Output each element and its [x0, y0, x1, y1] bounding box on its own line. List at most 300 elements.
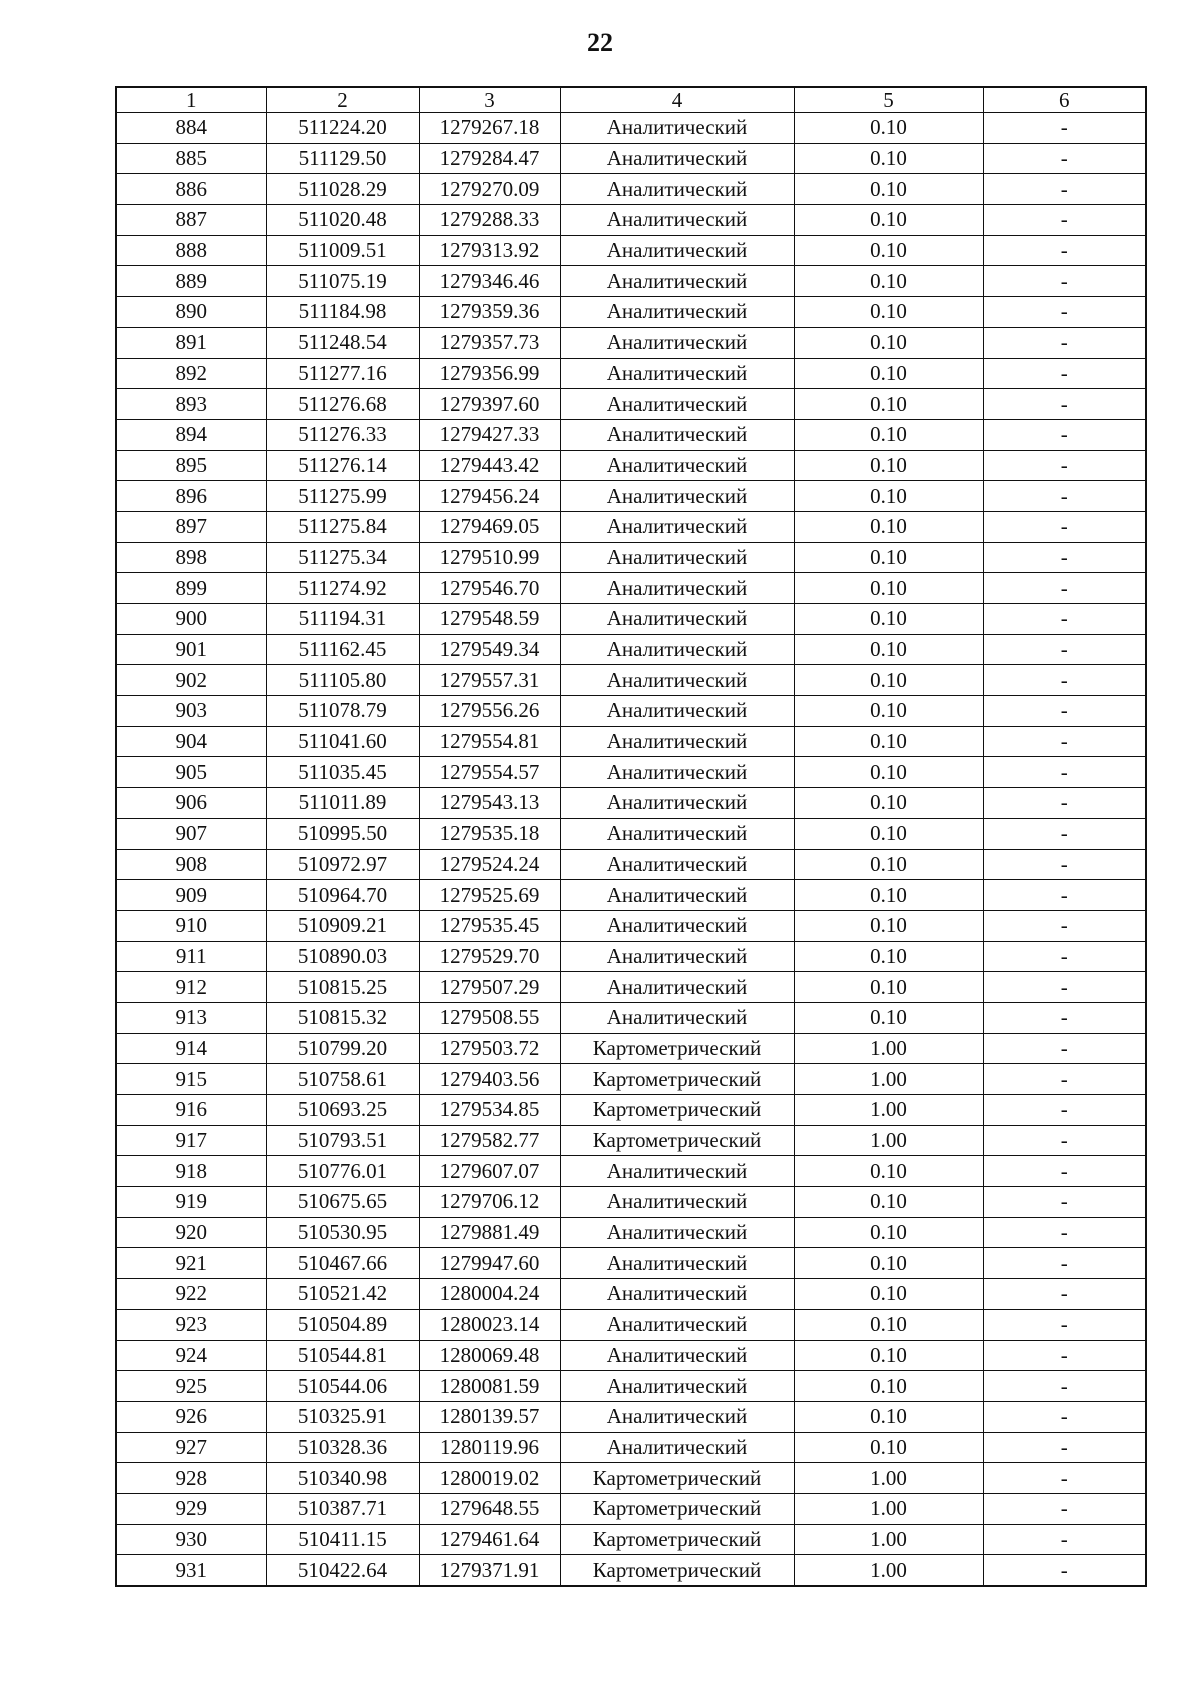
- table-row: [116, 1493, 1146, 1524]
- method-cell: Картометрический: [560, 1463, 794, 1494]
- point-number-cell: 914: [116, 1033, 266, 1064]
- point-number-cell: 902: [116, 665, 266, 696]
- note-cell: -: [983, 235, 1146, 266]
- y-coordinate-cell: 1279525.69: [419, 880, 560, 911]
- method-cell: Аналитический: [560, 634, 794, 665]
- accuracy-cell: 1.00: [794, 1125, 983, 1156]
- note-cell: -: [983, 358, 1146, 389]
- accuracy-cell: 0.10: [794, 542, 983, 573]
- method-cell: Аналитический: [560, 327, 794, 358]
- accuracy-cell: 0.10: [794, 972, 983, 1003]
- table-row: [116, 757, 1146, 788]
- method-cell: Аналитический: [560, 1340, 794, 1371]
- note-cell: -: [983, 941, 1146, 972]
- note-cell: -: [983, 573, 1146, 604]
- y-coordinate-cell: 1279947.60: [419, 1248, 560, 1279]
- y-coordinate-cell: 1280019.02: [419, 1463, 560, 1494]
- point-number-cell: 913: [116, 1002, 266, 1033]
- accuracy-cell: 0.10: [794, 419, 983, 450]
- note-cell: -: [983, 604, 1146, 635]
- point-number-cell: 908: [116, 849, 266, 880]
- method-cell: Аналитический: [560, 1401, 794, 1432]
- note-cell: -: [983, 327, 1146, 358]
- note-cell: -: [983, 174, 1146, 205]
- method-cell: Аналитический: [560, 1187, 794, 1218]
- point-number-cell: 899: [116, 573, 266, 604]
- method-cell: Аналитический: [560, 174, 794, 205]
- x-coordinate-cell: 511276.14: [266, 450, 419, 481]
- method-cell: Аналитический: [560, 604, 794, 635]
- accuracy-cell: 0.10: [794, 1002, 983, 1033]
- y-coordinate-cell: 1279397.60: [419, 389, 560, 420]
- note-cell: -: [983, 1371, 1146, 1402]
- x-coordinate-cell: 511105.80: [266, 665, 419, 696]
- method-cell: Аналитический: [560, 358, 794, 389]
- point-number-cell: 887: [116, 205, 266, 236]
- y-coordinate-cell: 1279534.85: [419, 1095, 560, 1126]
- table-row: [116, 1340, 1146, 1371]
- method-cell: Аналитический: [560, 419, 794, 450]
- accuracy-cell: 0.10: [794, 205, 983, 236]
- y-coordinate-cell: 1279648.55: [419, 1493, 560, 1524]
- y-coordinate-cell: 1280023.14: [419, 1309, 560, 1340]
- note-cell: -: [983, 542, 1146, 573]
- table-row: [116, 634, 1146, 665]
- table-row: [116, 1187, 1146, 1218]
- method-cell: Картометрический: [560, 1555, 794, 1586]
- x-coordinate-cell: 511194.31: [266, 604, 419, 635]
- point-number-cell: 927: [116, 1432, 266, 1463]
- accuracy-cell: 0.10: [794, 1248, 983, 1279]
- table-row: [116, 604, 1146, 635]
- accuracy-cell: 0.10: [794, 818, 983, 849]
- method-cell: Картометрический: [560, 1033, 794, 1064]
- note-cell: -: [983, 696, 1146, 727]
- method-cell: Аналитический: [560, 266, 794, 297]
- x-coordinate-cell: 510675.65: [266, 1187, 419, 1218]
- y-coordinate-cell: 1280069.48: [419, 1340, 560, 1371]
- x-coordinate-cell: 510799.20: [266, 1033, 419, 1064]
- table-row: [116, 1555, 1146, 1586]
- table-row: [116, 1524, 1146, 1555]
- method-cell: Картометрический: [560, 1095, 794, 1126]
- x-coordinate-cell: 511129.50: [266, 143, 419, 174]
- y-coordinate-cell: 1279706.12: [419, 1187, 560, 1218]
- note-cell: -: [983, 910, 1146, 941]
- table-row: [116, 1002, 1146, 1033]
- y-coordinate-cell: 1279507.29: [419, 972, 560, 1003]
- point-number-cell: 917: [116, 1125, 266, 1156]
- x-coordinate-cell: 511224.20: [266, 113, 419, 144]
- point-number-cell: 893: [116, 389, 266, 420]
- note-cell: -: [983, 1033, 1146, 1064]
- y-coordinate-cell: 1279356.99: [419, 358, 560, 389]
- note-cell: -: [983, 1248, 1146, 1279]
- table-row: [116, 235, 1146, 266]
- table-row: [116, 1401, 1146, 1432]
- point-number-cell: 900: [116, 604, 266, 635]
- table-header: [116, 87, 1146, 113]
- x-coordinate-cell: 510422.64: [266, 1555, 419, 1586]
- note-cell: -: [983, 481, 1146, 512]
- accuracy-cell: 0.10: [794, 1432, 983, 1463]
- table-row: [116, 665, 1146, 696]
- note-cell: -: [983, 1095, 1146, 1126]
- note-cell: -: [983, 1156, 1146, 1187]
- y-coordinate-cell: 1279346.46: [419, 266, 560, 297]
- x-coordinate-cell: 510793.51: [266, 1125, 419, 1156]
- y-coordinate-cell: 1279529.70: [419, 941, 560, 972]
- method-cell: Аналитический: [560, 726, 794, 757]
- x-coordinate-cell: 511009.51: [266, 235, 419, 266]
- accuracy-cell: 0.10: [794, 880, 983, 911]
- accuracy-cell: 0.10: [794, 450, 983, 481]
- x-coordinate-cell: 511184.98: [266, 297, 419, 328]
- x-coordinate-cell: 510328.36: [266, 1432, 419, 1463]
- x-coordinate-cell: 511075.19: [266, 266, 419, 297]
- x-coordinate-cell: 511248.54: [266, 327, 419, 358]
- point-number-cell: 903: [116, 696, 266, 727]
- method-cell: Аналитический: [560, 696, 794, 727]
- method-cell: Аналитический: [560, 235, 794, 266]
- point-number-cell: 926: [116, 1401, 266, 1432]
- point-number-cell: 894: [116, 419, 266, 450]
- method-cell: Аналитический: [560, 941, 794, 972]
- method-cell: Аналитический: [560, 880, 794, 911]
- y-coordinate-cell: 1279270.09: [419, 174, 560, 205]
- point-number-cell: 921: [116, 1248, 266, 1279]
- y-coordinate-cell: 1279535.18: [419, 818, 560, 849]
- y-coordinate-cell: 1280119.96: [419, 1432, 560, 1463]
- table-row: [116, 266, 1146, 297]
- point-number-cell: 904: [116, 726, 266, 757]
- table-row: [116, 1279, 1146, 1310]
- point-number-cell: 895: [116, 450, 266, 481]
- table-row: [116, 1064, 1146, 1095]
- accuracy-cell: 0.10: [794, 174, 983, 205]
- y-coordinate-cell: 1279371.91: [419, 1555, 560, 1586]
- table-row: [116, 1156, 1146, 1187]
- table-row: [116, 1248, 1146, 1279]
- note-cell: -: [983, 389, 1146, 420]
- coordinates-table: [115, 86, 1147, 1587]
- column-header-1: 1: [116, 87, 266, 113]
- table-row: [116, 297, 1146, 328]
- note-cell: -: [983, 1279, 1146, 1310]
- accuracy-cell: 0.10: [794, 1340, 983, 1371]
- method-cell: Картометрический: [560, 1493, 794, 1524]
- y-coordinate-cell: 1279510.99: [419, 542, 560, 573]
- note-cell: -: [983, 143, 1146, 174]
- x-coordinate-cell: 511275.99: [266, 481, 419, 512]
- accuracy-cell: 1.00: [794, 1095, 983, 1126]
- accuracy-cell: 0.10: [794, 297, 983, 328]
- accuracy-cell: 0.10: [794, 511, 983, 542]
- point-number-cell: 905: [116, 757, 266, 788]
- note-cell: -: [983, 113, 1146, 144]
- accuracy-cell: 0.10: [794, 1371, 983, 1402]
- accuracy-cell: 0.10: [794, 726, 983, 757]
- table-row: [116, 481, 1146, 512]
- accuracy-cell: 0.10: [794, 235, 983, 266]
- point-number-cell: 906: [116, 788, 266, 819]
- method-cell: Аналитический: [560, 1248, 794, 1279]
- point-number-cell: 919: [116, 1187, 266, 1218]
- note-cell: -: [983, 1187, 1146, 1218]
- accuracy-cell: 0.10: [794, 941, 983, 972]
- table-row: [116, 941, 1146, 972]
- table-row: [116, 788, 1146, 819]
- accuracy-cell: 0.10: [794, 757, 983, 788]
- method-cell: Картометрический: [560, 1064, 794, 1095]
- point-number-cell: 885: [116, 143, 266, 174]
- note-cell: -: [983, 788, 1146, 819]
- point-number-cell: 925: [116, 1371, 266, 1402]
- column-header-3: 3: [419, 87, 560, 113]
- point-number-cell: 923: [116, 1309, 266, 1340]
- table-row: [116, 726, 1146, 757]
- y-coordinate-cell: 1279313.92: [419, 235, 560, 266]
- method-cell: Аналитический: [560, 143, 794, 174]
- accuracy-cell: 0.10: [794, 481, 983, 512]
- header-row: [116, 87, 1146, 113]
- y-coordinate-cell: 1279582.77: [419, 1125, 560, 1156]
- column-header-4: 4: [560, 87, 794, 113]
- method-cell: Аналитический: [560, 788, 794, 819]
- note-cell: -: [983, 1555, 1146, 1586]
- point-number-cell: 884: [116, 113, 266, 144]
- point-number-cell: 912: [116, 972, 266, 1003]
- method-cell: Аналитический: [560, 1002, 794, 1033]
- x-coordinate-cell: 511275.84: [266, 511, 419, 542]
- note-cell: -: [983, 419, 1146, 450]
- accuracy-cell: 0.10: [794, 113, 983, 144]
- note-cell: -: [983, 266, 1146, 297]
- y-coordinate-cell: 1279546.70: [419, 573, 560, 604]
- accuracy-cell: 1.00: [794, 1033, 983, 1064]
- y-coordinate-cell: 1279554.81: [419, 726, 560, 757]
- point-number-cell: 931: [116, 1555, 266, 1586]
- table-row: [116, 818, 1146, 849]
- y-coordinate-cell: 1279456.24: [419, 481, 560, 512]
- method-cell: Аналитический: [560, 757, 794, 788]
- x-coordinate-cell: 510758.61: [266, 1064, 419, 1095]
- method-cell: Аналитический: [560, 481, 794, 512]
- point-number-cell: 886: [116, 174, 266, 205]
- point-number-cell: 929: [116, 1493, 266, 1524]
- table-row: [116, 972, 1146, 1003]
- point-number-cell: 924: [116, 1340, 266, 1371]
- y-coordinate-cell: 1279443.42: [419, 450, 560, 481]
- point-number-cell: 896: [116, 481, 266, 512]
- accuracy-cell: 1.00: [794, 1555, 983, 1586]
- note-cell: -: [983, 450, 1146, 481]
- method-cell: Аналитический: [560, 1279, 794, 1310]
- note-cell: -: [983, 1463, 1146, 1494]
- accuracy-cell: 0.10: [794, 849, 983, 880]
- accuracy-cell: 0.10: [794, 1401, 983, 1432]
- method-cell: Картометрический: [560, 1524, 794, 1555]
- note-cell: -: [983, 1493, 1146, 1524]
- x-coordinate-cell: 511276.68: [266, 389, 419, 420]
- y-coordinate-cell: 1279359.36: [419, 297, 560, 328]
- y-coordinate-cell: 1279284.47: [419, 143, 560, 174]
- note-cell: -: [983, 1217, 1146, 1248]
- x-coordinate-cell: 511028.29: [266, 174, 419, 205]
- method-cell: Аналитический: [560, 511, 794, 542]
- y-coordinate-cell: 1279503.72: [419, 1033, 560, 1064]
- point-number-cell: 915: [116, 1064, 266, 1095]
- method-cell: Аналитический: [560, 818, 794, 849]
- accuracy-cell: 0.10: [794, 910, 983, 941]
- y-coordinate-cell: 1279427.33: [419, 419, 560, 450]
- table-row: [116, 696, 1146, 727]
- method-cell: Аналитический: [560, 1217, 794, 1248]
- x-coordinate-cell: 510544.81: [266, 1340, 419, 1371]
- y-coordinate-cell: 1279607.07: [419, 1156, 560, 1187]
- point-number-cell: 922: [116, 1279, 266, 1310]
- table-row: [116, 1095, 1146, 1126]
- x-coordinate-cell: 510890.03: [266, 941, 419, 972]
- x-coordinate-cell: 510340.98: [266, 1463, 419, 1494]
- note-cell: -: [983, 1309, 1146, 1340]
- point-number-cell: 918: [116, 1156, 266, 1187]
- accuracy-cell: 1.00: [794, 1463, 983, 1494]
- y-coordinate-cell: 1279557.31: [419, 665, 560, 696]
- page-number: 22: [587, 28, 613, 57]
- note-cell: -: [983, 1002, 1146, 1033]
- y-coordinate-cell: 1279554.57: [419, 757, 560, 788]
- point-number-cell: 928: [116, 1463, 266, 1494]
- y-coordinate-cell: 1279549.34: [419, 634, 560, 665]
- y-coordinate-cell: 1279403.56: [419, 1064, 560, 1095]
- point-number-cell: 909: [116, 880, 266, 911]
- table-row: [116, 419, 1146, 450]
- x-coordinate-cell: 510530.95: [266, 1217, 419, 1248]
- point-number-cell: 911: [116, 941, 266, 972]
- point-number-cell: 888: [116, 235, 266, 266]
- table-row: [116, 143, 1146, 174]
- table-row: [116, 910, 1146, 941]
- point-number-cell: 907: [116, 818, 266, 849]
- accuracy-cell: 0.10: [794, 696, 983, 727]
- y-coordinate-cell: 1279469.05: [419, 511, 560, 542]
- x-coordinate-cell: 511274.92: [266, 573, 419, 604]
- note-cell: -: [983, 1524, 1146, 1555]
- table-row: [116, 573, 1146, 604]
- note-cell: -: [983, 1125, 1146, 1156]
- accuracy-cell: 0.10: [794, 143, 983, 174]
- x-coordinate-cell: 510909.21: [266, 910, 419, 941]
- accuracy-cell: 1.00: [794, 1493, 983, 1524]
- note-cell: -: [983, 665, 1146, 696]
- accuracy-cell: 0.10: [794, 573, 983, 604]
- x-coordinate-cell: 511078.79: [266, 696, 419, 727]
- method-cell: Аналитический: [560, 849, 794, 880]
- point-number-cell: 890: [116, 297, 266, 328]
- x-coordinate-cell: 510411.15: [266, 1524, 419, 1555]
- table-row: [116, 205, 1146, 236]
- x-coordinate-cell: 511041.60: [266, 726, 419, 757]
- accuracy-cell: 0.10: [794, 1279, 983, 1310]
- method-cell: Аналитический: [560, 113, 794, 144]
- x-coordinate-cell: 511011.89: [266, 788, 419, 819]
- table-row: [116, 1217, 1146, 1248]
- method-cell: Аналитический: [560, 972, 794, 1003]
- column-header-6: 6: [983, 87, 1146, 113]
- table-row: [116, 358, 1146, 389]
- y-coordinate-cell: 1279881.49: [419, 1217, 560, 1248]
- accuracy-cell: 0.10: [794, 1187, 983, 1218]
- x-coordinate-cell: 510521.42: [266, 1279, 419, 1310]
- x-coordinate-cell: 511162.45: [266, 634, 419, 665]
- accuracy-cell: 0.10: [794, 1217, 983, 1248]
- note-cell: -: [983, 818, 1146, 849]
- method-cell: Аналитический: [560, 542, 794, 573]
- method-cell: Аналитический: [560, 1371, 794, 1402]
- point-number-cell: 897: [116, 511, 266, 542]
- table-row: [116, 450, 1146, 481]
- accuracy-cell: 0.10: [794, 665, 983, 696]
- note-cell: -: [983, 757, 1146, 788]
- method-cell: Аналитический: [560, 297, 794, 328]
- table-row: [116, 849, 1146, 880]
- x-coordinate-cell: 511020.48: [266, 205, 419, 236]
- y-coordinate-cell: 1279556.26: [419, 696, 560, 727]
- x-coordinate-cell: 510995.50: [266, 818, 419, 849]
- column-header-2: 2: [266, 87, 419, 113]
- method-cell: Аналитический: [560, 1432, 794, 1463]
- accuracy-cell: 0.10: [794, 604, 983, 635]
- y-coordinate-cell: 1280004.24: [419, 1279, 560, 1310]
- y-coordinate-cell: 1279288.33: [419, 205, 560, 236]
- method-cell: Картометрический: [560, 1125, 794, 1156]
- table-row: [116, 1371, 1146, 1402]
- y-coordinate-cell: 1279548.59: [419, 604, 560, 635]
- x-coordinate-cell: 510776.01: [266, 1156, 419, 1187]
- method-cell: Аналитический: [560, 389, 794, 420]
- method-cell: Аналитический: [560, 1156, 794, 1187]
- x-coordinate-cell: 510504.89: [266, 1309, 419, 1340]
- x-coordinate-cell: 510964.70: [266, 880, 419, 911]
- y-coordinate-cell: 1279357.73: [419, 327, 560, 358]
- table-row: [116, 511, 1146, 542]
- x-coordinate-cell: 510972.97: [266, 849, 419, 880]
- note-cell: -: [983, 972, 1146, 1003]
- note-cell: -: [983, 1401, 1146, 1432]
- note-cell: -: [983, 1340, 1146, 1371]
- x-coordinate-cell: 510544.06: [266, 1371, 419, 1402]
- point-number-cell: 889: [116, 266, 266, 297]
- y-coordinate-cell: 1279508.55: [419, 1002, 560, 1033]
- y-coordinate-cell: 1280081.59: [419, 1371, 560, 1402]
- method-cell: Аналитический: [560, 205, 794, 236]
- note-cell: -: [983, 880, 1146, 911]
- note-cell: -: [983, 726, 1146, 757]
- table-row: [116, 880, 1146, 911]
- point-number-cell: 920: [116, 1217, 266, 1248]
- accuracy-cell: 0.10: [794, 327, 983, 358]
- table-row: [116, 1125, 1146, 1156]
- y-coordinate-cell: 1279543.13: [419, 788, 560, 819]
- accuracy-cell: 1.00: [794, 1064, 983, 1095]
- x-coordinate-cell: 510325.91: [266, 1401, 419, 1432]
- table-body: [116, 113, 1146, 1587]
- x-coordinate-cell: 511277.16: [266, 358, 419, 389]
- table-row: [116, 1432, 1146, 1463]
- y-coordinate-cell: 1279461.64: [419, 1524, 560, 1555]
- note-cell: -: [983, 205, 1146, 236]
